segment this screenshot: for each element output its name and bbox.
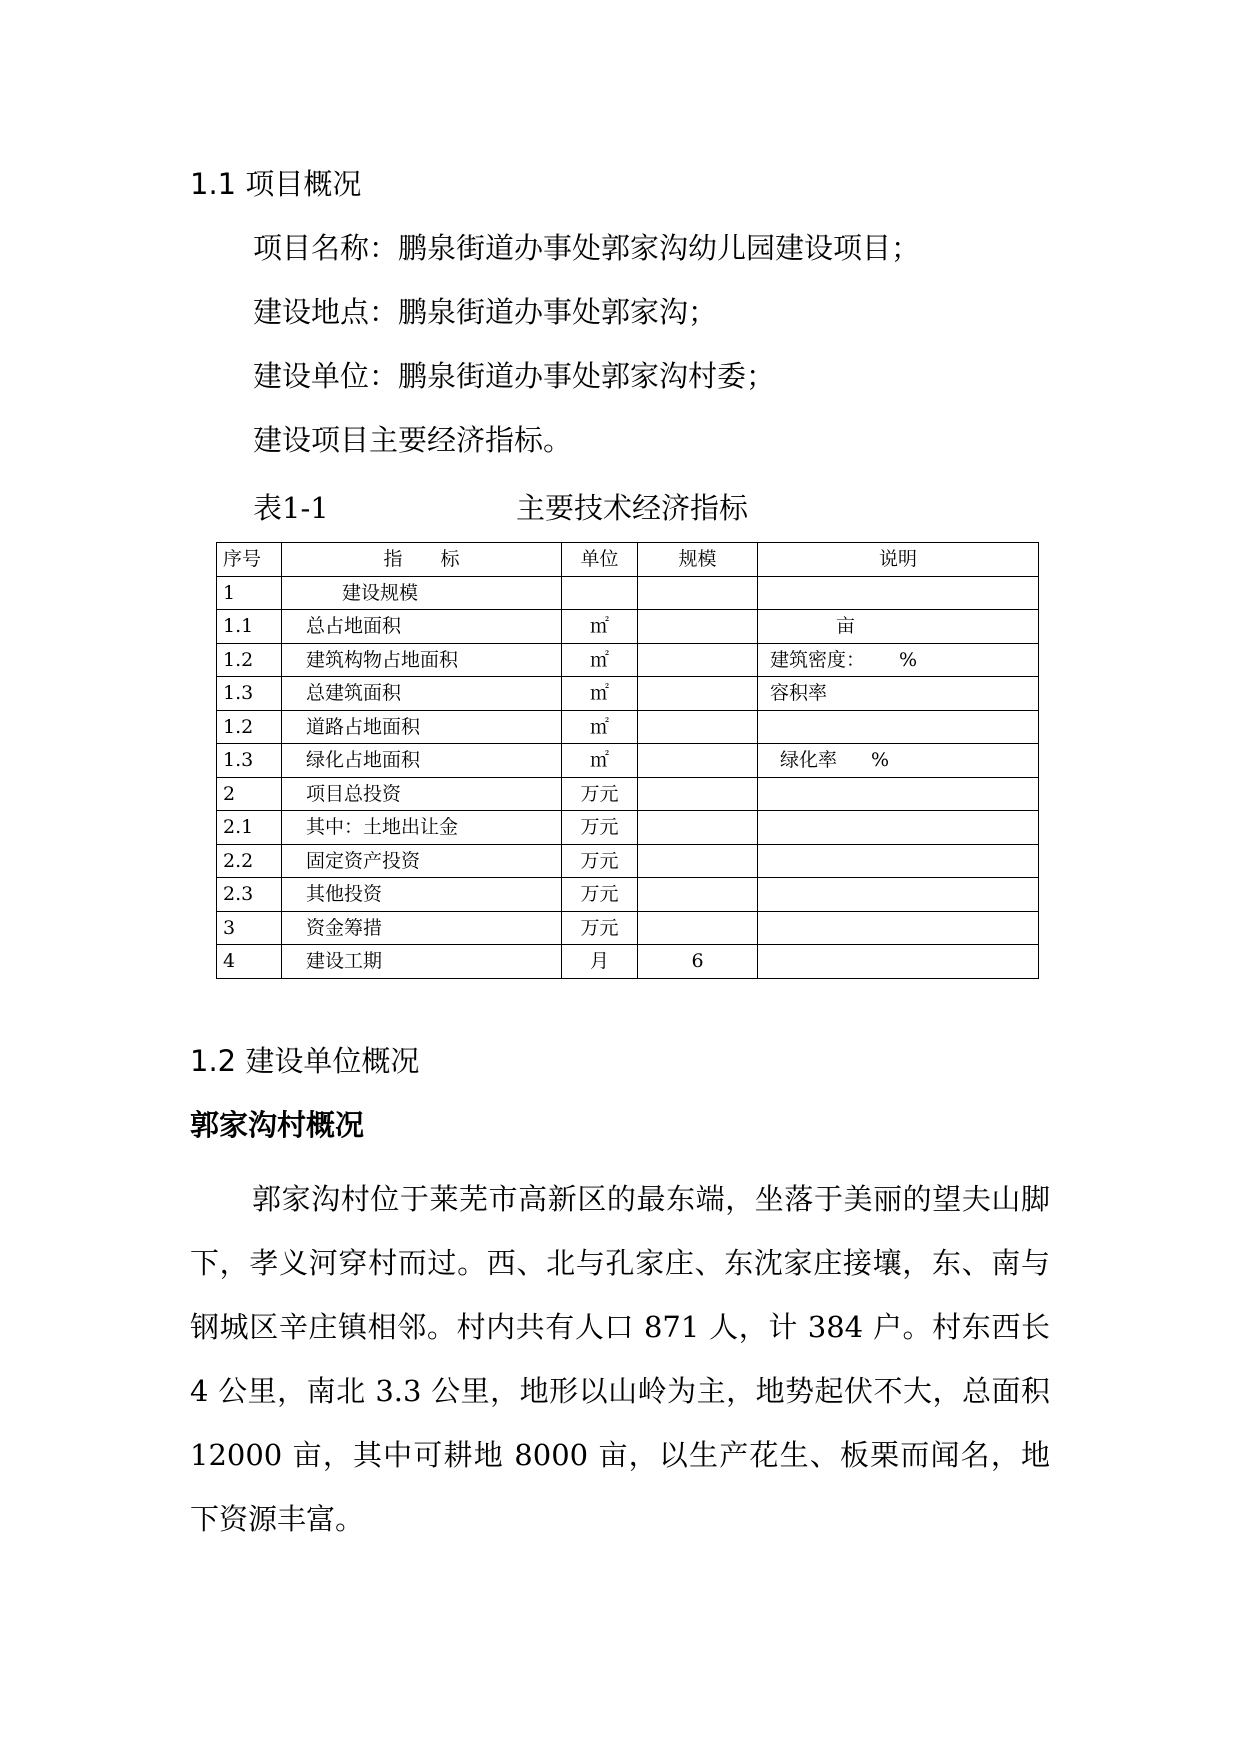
- header-scale: 规模: [638, 543, 758, 577]
- row-seq: 1.3: [217, 744, 282, 778]
- row-note-text: 建筑密度：: [770, 648, 866, 671]
- table-row: [217, 811, 1039, 845]
- row-indicator: 总建筑面积: [282, 677, 562, 711]
- row-note-percent: %: [871, 749, 890, 772]
- table-row: [217, 576, 1039, 610]
- row-note: [758, 643, 1039, 677]
- row-indicator: 其中：土地出让金: [282, 811, 562, 845]
- row-indicator: 建筑构物占地面积: [282, 643, 562, 677]
- row-scale: [638, 744, 758, 778]
- row-scale: [638, 677, 758, 711]
- row-unit: 万元: [562, 777, 638, 811]
- row-seq: 1: [217, 576, 282, 610]
- table-row: [217, 844, 1039, 878]
- row-unit: 月: [562, 945, 638, 979]
- row-unit: [562, 576, 638, 610]
- section-1-2-heading: 1.2 建设单位概况: [190, 1044, 420, 1078]
- row-scale: 6: [638, 945, 758, 979]
- table-row: [217, 643, 1039, 677]
- table-row: [217, 710, 1039, 744]
- row-note: [758, 576, 1039, 610]
- row-seq: 1.1: [217, 610, 282, 644]
- row-unit: 万元: [562, 878, 638, 912]
- table-number: 表1-1: [253, 491, 329, 525]
- row-scale: [638, 911, 758, 945]
- economic-indicators-line: 建设项目主要经济指标。: [253, 423, 573, 457]
- table-row: [217, 777, 1039, 811]
- project-location-line: 建设地点：鹏泉街道办事处郭家沟；: [253, 295, 718, 329]
- row-note: [758, 811, 1039, 845]
- row-unit: ㎡: [562, 677, 638, 711]
- row-unit: ㎡: [562, 643, 638, 677]
- header-seq: 序号: [217, 543, 282, 577]
- header-unit: 单位: [562, 543, 638, 577]
- row-seq: 2.2: [217, 844, 282, 878]
- row-indicator: 项目总投资: [282, 777, 562, 811]
- row-note: [758, 878, 1039, 912]
- row-scale: [638, 610, 758, 644]
- row-scale: [638, 878, 758, 912]
- row-seq: 1.2: [217, 643, 282, 677]
- project-unit-line: 建设单位：鹏泉街道办事处郭家沟村委；: [253, 359, 776, 393]
- row-unit: ㎡: [562, 610, 638, 644]
- row-note: [758, 945, 1039, 979]
- row-note: [758, 610, 1039, 644]
- row-seq: 3: [217, 911, 282, 945]
- row-seq: 2.1: [217, 811, 282, 845]
- row-indicator: 总占地面积: [282, 610, 562, 644]
- row-indicator: 固定资产投资: [282, 844, 562, 878]
- row-indicator: 其他投资: [282, 878, 562, 912]
- row-note: [758, 911, 1039, 945]
- header-note: 说明: [758, 543, 1039, 577]
- row-seq: 2.3: [217, 878, 282, 912]
- table-row: [217, 878, 1039, 912]
- village-overview-paragraph: 郭家沟村位于莱芜市高新区的最东端，坐落于美丽的望夫山脚下，孝义河穿村而过。西、北与孔家庄、东沈家庄接壤，东、南与钢城区辛庄镇相邻。村内共有人口 871 人，计 384 户。村东西长 4 公里，南北 3.3 公里，地形以山岭为主，地势起伏不大，总面积 12000 亩，其中可耕地 8000 亩，以生产花生、板栗而闻名，地下资源丰富。: [190, 1182, 1050, 1536]
- row-note: [758, 710, 1039, 744]
- village-overview-subheading: 郭家沟村概况: [190, 1108, 365, 1142]
- table-title: 主要技术经济指标: [516, 491, 749, 525]
- row-note-text: 亩: [836, 615, 856, 638]
- row-note-text: 容积率: [770, 682, 828, 705]
- indicator-table: [216, 542, 1039, 979]
- row-unit: ㎡: [562, 710, 638, 744]
- row-scale: [638, 576, 758, 610]
- section-1-1-heading: 1.1 项目概况: [190, 167, 362, 201]
- row-scale: [638, 710, 758, 744]
- row-note-percent: %: [899, 648, 918, 671]
- row-indicator: 资金筹措: [282, 911, 562, 945]
- table-row: [217, 911, 1039, 945]
- row-seq: 1.2: [217, 710, 282, 744]
- table-row: [217, 945, 1039, 979]
- row-seq: 2: [217, 777, 282, 811]
- row-scale: [638, 844, 758, 878]
- row-note: [758, 744, 1039, 778]
- table-header-row: [217, 543, 1039, 577]
- row-scale: [638, 643, 758, 677]
- row-indicator: 绿化占地面积: [282, 744, 562, 778]
- row-unit: 万元: [562, 811, 638, 845]
- project-name-line: 项目名称：鹏泉街道办事处郭家沟幼儿园建设项目；: [253, 231, 921, 265]
- row-seq: 4: [217, 945, 282, 979]
- row-note: [758, 677, 1039, 711]
- row-indicator: 建设规模: [282, 576, 562, 610]
- row-seq: 1.3: [217, 677, 282, 711]
- row-note: [758, 844, 1039, 878]
- table-row: [217, 677, 1039, 711]
- row-unit: 万元: [562, 911, 638, 945]
- table-row: [217, 744, 1039, 778]
- row-indicator: 建设工期: [282, 945, 562, 979]
- header-indicator: 指 标: [282, 543, 562, 577]
- row-scale: [638, 777, 758, 811]
- table-row: [217, 610, 1039, 644]
- row-note-text: 绿化率: [780, 749, 838, 772]
- row-unit: 万元: [562, 844, 638, 878]
- row-indicator: 道路占地面积: [282, 710, 562, 744]
- row-unit: ㎡: [562, 744, 638, 778]
- row-scale: [638, 811, 758, 845]
- row-note: [758, 777, 1039, 811]
